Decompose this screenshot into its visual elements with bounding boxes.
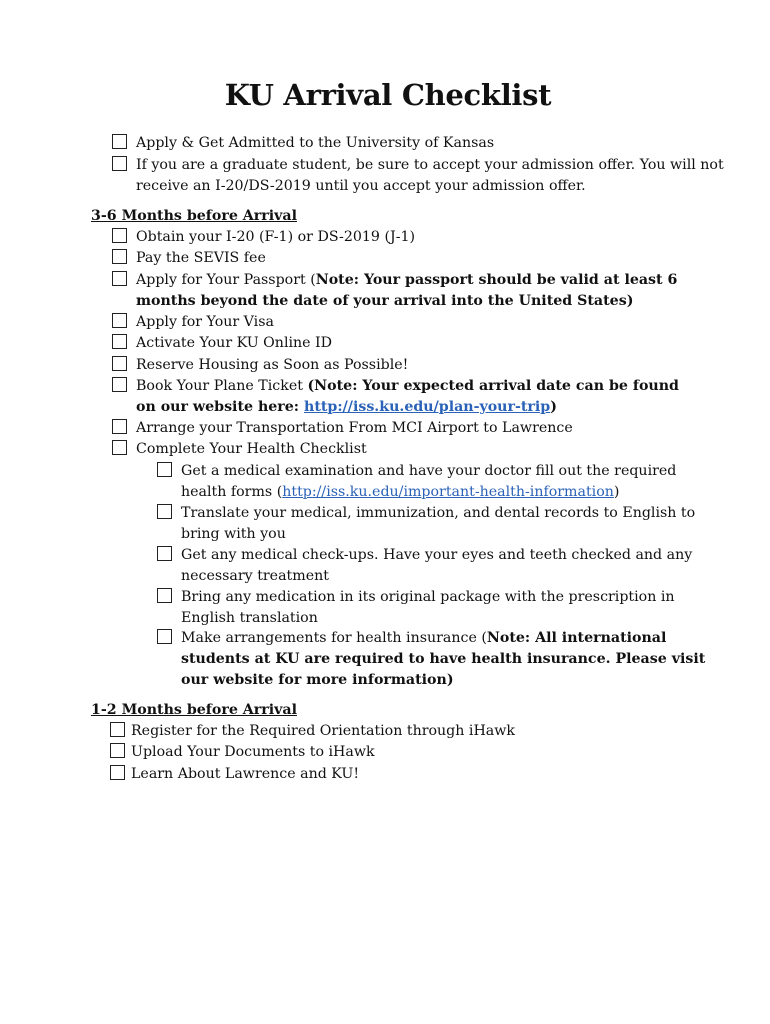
section-heading-1-2-months: 1-2 Months before Arrival xyxy=(91,702,297,718)
checkbox-visa[interactable] xyxy=(112,313,127,328)
item-transportation: Arrange your Transportation From MCI Airport to Lawrence xyxy=(136,420,573,436)
plane-ticket-label: Book Your Plane Ticket xyxy=(136,378,308,394)
health-forms-close: ) xyxy=(613,484,620,500)
checkbox-orientation[interactable] xyxy=(110,722,125,737)
item-translate-records-line2: bring with you xyxy=(181,526,286,542)
checkbox-health-insurance[interactable] xyxy=(157,629,172,644)
item-visa: Apply for Your Visa xyxy=(136,314,274,330)
item-apply-admitted: Apply & Get Admitted to the University of Kansas xyxy=(136,135,495,151)
item-medication-line1: Bring any medication in its original package with the prescription in xyxy=(181,589,675,605)
checkbox-online-id[interactable] xyxy=(112,334,127,349)
item-upload-documents: Upload Your Documents to iHawk xyxy=(131,744,375,760)
item-accept-offer-line2: receive an I-20/DS-2019 until you accept your admission offer. xyxy=(136,178,586,194)
item-passport-line2: months beyond the date of your arrival into the United States) xyxy=(136,293,634,309)
checkbox-medical-exam[interactable] xyxy=(157,462,172,477)
item-health-insurance-line3: our website for more information) xyxy=(181,672,454,688)
item-obtain-i20: Obtain your I-20 (F-1) or DS-2019 (J-1) xyxy=(136,229,416,245)
item-online-id: Activate Your KU Online ID xyxy=(136,335,333,351)
item-medication-line2: English translation xyxy=(181,610,318,626)
checkbox-passport[interactable] xyxy=(112,271,127,286)
checkbox-translate-records[interactable] xyxy=(157,504,172,519)
item-housing: Reserve Housing as Soon as Possible! xyxy=(136,357,409,373)
health-forms-label: health forms ( xyxy=(181,484,283,500)
checkbox-apply-admitted[interactable] xyxy=(112,134,127,149)
item-plane-ticket-line1 xyxy=(136,376,679,397)
checkbox-medication[interactable] xyxy=(157,588,172,603)
checkbox-medical-checkups[interactable] xyxy=(157,546,172,561)
item-translate-records-line1: Translate your medical, immunization, and dental records to English to xyxy=(181,505,696,521)
item-health-checklist: Complete Your Health Checklist xyxy=(136,441,367,457)
checkbox-health-checklist[interactable] xyxy=(112,440,127,455)
checkbox-obtain-i20[interactable] xyxy=(112,228,127,243)
plane-ticket-note: (Note: Your expected arrival date can be found xyxy=(307,378,679,394)
item-orientation: Register for the Required Orientation through iHawk xyxy=(131,723,516,739)
plane-ticket-note-2: on our website here: xyxy=(136,399,304,415)
item-sevis-fee: Pay the SEVIS fee xyxy=(136,250,266,266)
checkbox-housing[interactable] xyxy=(112,356,127,371)
section-heading-3-6-months: 3-6 Months before Arrival xyxy=(91,208,297,224)
checkbox-sevis-fee[interactable] xyxy=(112,249,127,264)
passport-note: Note: Your passport should be valid at least 6 xyxy=(315,272,678,288)
item-plane-ticket-line2 xyxy=(136,397,557,418)
item-learn-lawrence: Learn About Lawrence and KU! xyxy=(131,766,360,782)
checkbox-accept-offer[interactable] xyxy=(112,156,127,171)
item-medical-checkups-line2: necessary treatment xyxy=(181,568,329,584)
plane-ticket-close: ) xyxy=(550,399,557,415)
item-medical-exam-line1: Get a medical examination and have your doctor fill out the required xyxy=(181,463,677,479)
item-health-insurance-line2: students at KU are required to have health insurance. Please visit xyxy=(181,651,706,667)
item-accept-offer-line1: If you are a graduate student, be sure to accept your admission offer. You will not xyxy=(136,157,724,173)
health-insurance-label: Make arrangements for health insurance ( xyxy=(181,630,487,646)
plan-your-trip-link[interactable]: http://iss.ku.edu/plan-your-trip xyxy=(304,399,551,415)
item-passport-line1 xyxy=(136,270,677,291)
item-medical-exam-line2 xyxy=(181,482,619,503)
item-health-insurance-line1 xyxy=(181,628,666,649)
passport-label: Apply for Your Passport ( xyxy=(136,272,316,288)
checkbox-learn-lawrence[interactable] xyxy=(110,765,125,780)
health-information-link[interactable]: http://iss.ku.edu/important-health-information xyxy=(282,484,614,500)
page-title: KU Arrival Checklist xyxy=(224,78,552,112)
checkbox-transportation[interactable] xyxy=(112,419,127,434)
item-medical-checkups-line1: Get any medical check-ups. Have your eyes and teeth checked and any xyxy=(181,547,693,563)
checkbox-plane-ticket[interactable] xyxy=(112,377,127,392)
checkbox-upload-documents[interactable] xyxy=(110,743,125,758)
health-insurance-note: Note: All international xyxy=(486,630,667,646)
